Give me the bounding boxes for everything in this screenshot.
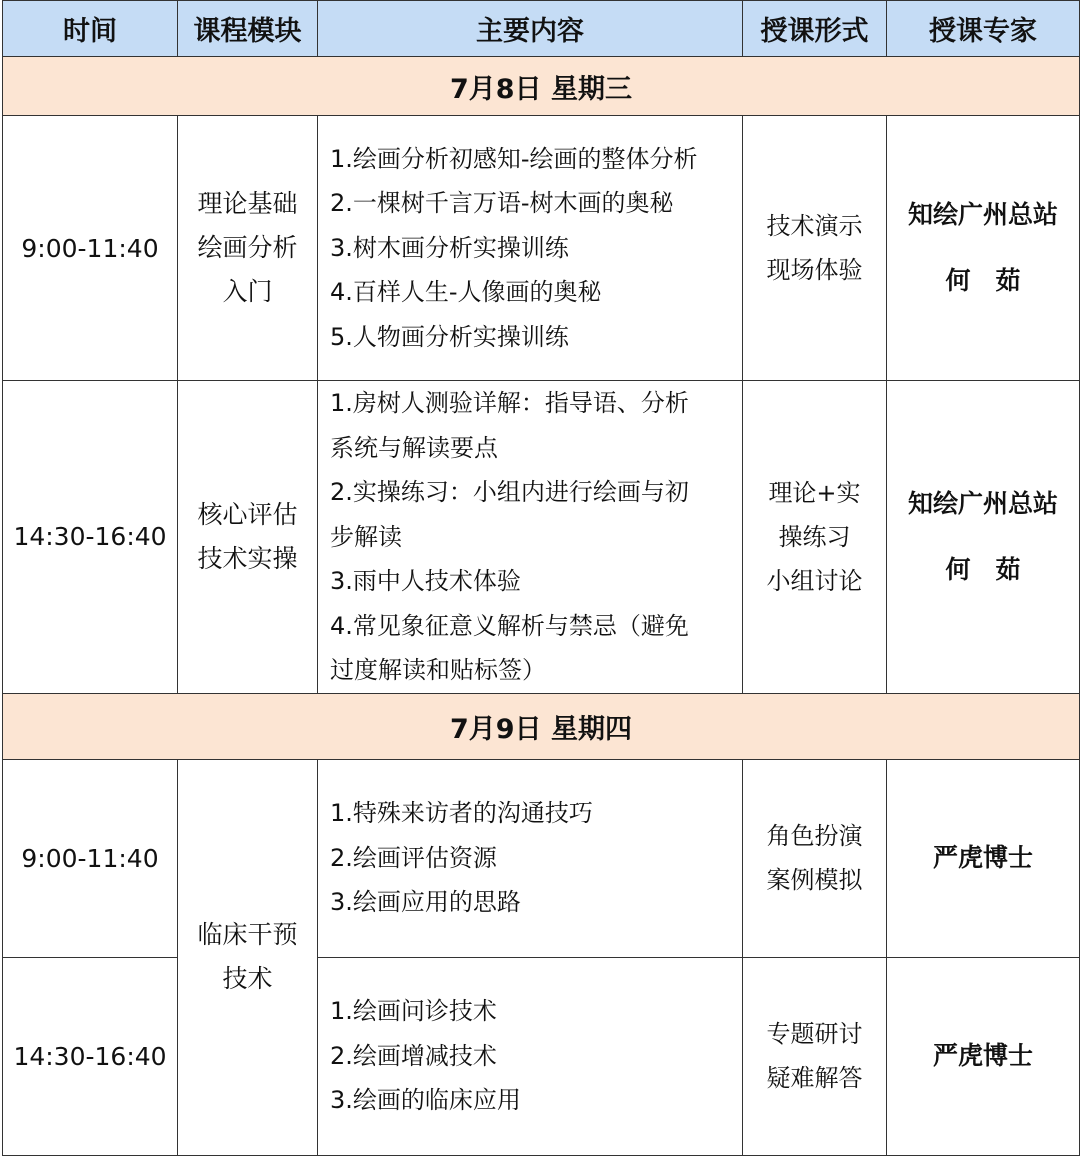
- session-time: 14:30-16:40: [3, 381, 178, 694]
- expert-line: 严虎博士: [932, 1041, 1033, 1070]
- day-label: 7月9日 星期四: [3, 693, 1080, 759]
- format-line: 技术演示: [766, 212, 863, 240]
- format-line: 案例模拟: [766, 866, 863, 894]
- session-expert: [887, 381, 1080, 694]
- module-line: 入门: [222, 277, 273, 306]
- session-expert: [887, 759, 1080, 957]
- session-module: [178, 116, 318, 381]
- expert-line: 严虎博士: [932, 843, 1033, 872]
- session-time: 9:00-11:40: [3, 759, 178, 957]
- content-line: 1.房树人测验详解：指导语、分析: [330, 389, 689, 417]
- format-line: 现场体验: [766, 256, 863, 284]
- session-row: [3, 116, 1080, 381]
- session-format: [743, 957, 887, 1155]
- session-expert: [887, 957, 1080, 1155]
- format-line: 小组讨论: [766, 566, 863, 595]
- content-line: 2.绘画增减技术: [330, 1041, 497, 1070]
- header-format: 授课形式: [743, 1, 887, 57]
- session-time: 14:30-16:40: [3, 957, 178, 1155]
- header-time: 时间: [3, 1, 178, 57]
- content-line: 1.特殊来访者的沟通技巧: [330, 799, 593, 828]
- content-line: 3.绘画应用的思路: [330, 888, 521, 917]
- content-line: 4.百样人生-人像画的奥秘: [330, 278, 602, 307]
- session-module: [178, 381, 318, 694]
- module-line: 绘画分析: [197, 233, 298, 262]
- module-line: 核心评估: [197, 499, 298, 529]
- session-content: [318, 957, 743, 1155]
- schedule-table: [2, 0, 1080, 1156]
- day-row: [3, 57, 1080, 116]
- day-label: 7月8日 星期三: [3, 57, 1080, 116]
- session-row: [3, 759, 1080, 957]
- session-expert: [887, 116, 1080, 381]
- content-line: 系统与解读要点: [330, 433, 498, 462]
- expert-line: 知绘广州总站: [907, 488, 1058, 518]
- session-format: [743, 759, 887, 957]
- expert-line: 何 茹: [945, 266, 1021, 295]
- module-line: 技术: [222, 964, 273, 993]
- day-row: [3, 693, 1080, 759]
- format-line: 疑难解答: [766, 1064, 863, 1092]
- content-line: 步解读: [330, 522, 402, 551]
- expert-line: 何 茹: [945, 554, 1021, 584]
- module-line: 临床干预: [197, 920, 298, 949]
- format-line: 专题研讨: [766, 1020, 863, 1048]
- format-line: 理论+实: [768, 478, 861, 507]
- content-line: 2.绘画评估资源: [330, 843, 497, 872]
- module-line: 理论基础: [197, 189, 298, 218]
- expert-line: 知绘广州总站: [907, 200, 1058, 229]
- session-format: [743, 116, 887, 381]
- session-module: [178, 759, 318, 1155]
- session-format: [743, 381, 887, 694]
- content-line: 2.实操练习：小组内进行绘画与初: [330, 478, 689, 506]
- header-row: [3, 1, 1080, 57]
- session-time: 9:00-11:40: [3, 116, 178, 381]
- content-line: 过度解读和贴标签）: [330, 656, 546, 684]
- content-line: 2.一棵树千言万语-树木画的奥秘: [330, 189, 674, 218]
- format-line: 操练习: [778, 522, 851, 551]
- session-content: [318, 381, 743, 694]
- content-line: 1.绘画分析初感知-绘画的整体分析: [330, 144, 698, 173]
- session-row: [3, 957, 1080, 1155]
- content-line: 4.常见象征意义解析与禁忌（避免: [330, 611, 689, 640]
- content-line: 3.树木画分析实操训练: [330, 233, 569, 262]
- header-content: 主要内容: [318, 1, 743, 57]
- session-row: [3, 381, 1080, 694]
- content-line: 5.人物画分析实操训练: [330, 322, 569, 351]
- header-module: 课程模块: [178, 1, 318, 57]
- format-line: 角色扮演: [766, 822, 863, 850]
- module-line: 技术实操: [197, 543, 298, 573]
- content-line: 1.绘画问诊技术: [330, 997, 497, 1026]
- content-line: 3.绘画的临床应用: [330, 1086, 521, 1115]
- header-expert: 授课专家: [887, 1, 1080, 57]
- session-content: [318, 116, 743, 381]
- session-content: [318, 759, 743, 957]
- content-line: 3.雨中人技术体验: [330, 567, 521, 595]
